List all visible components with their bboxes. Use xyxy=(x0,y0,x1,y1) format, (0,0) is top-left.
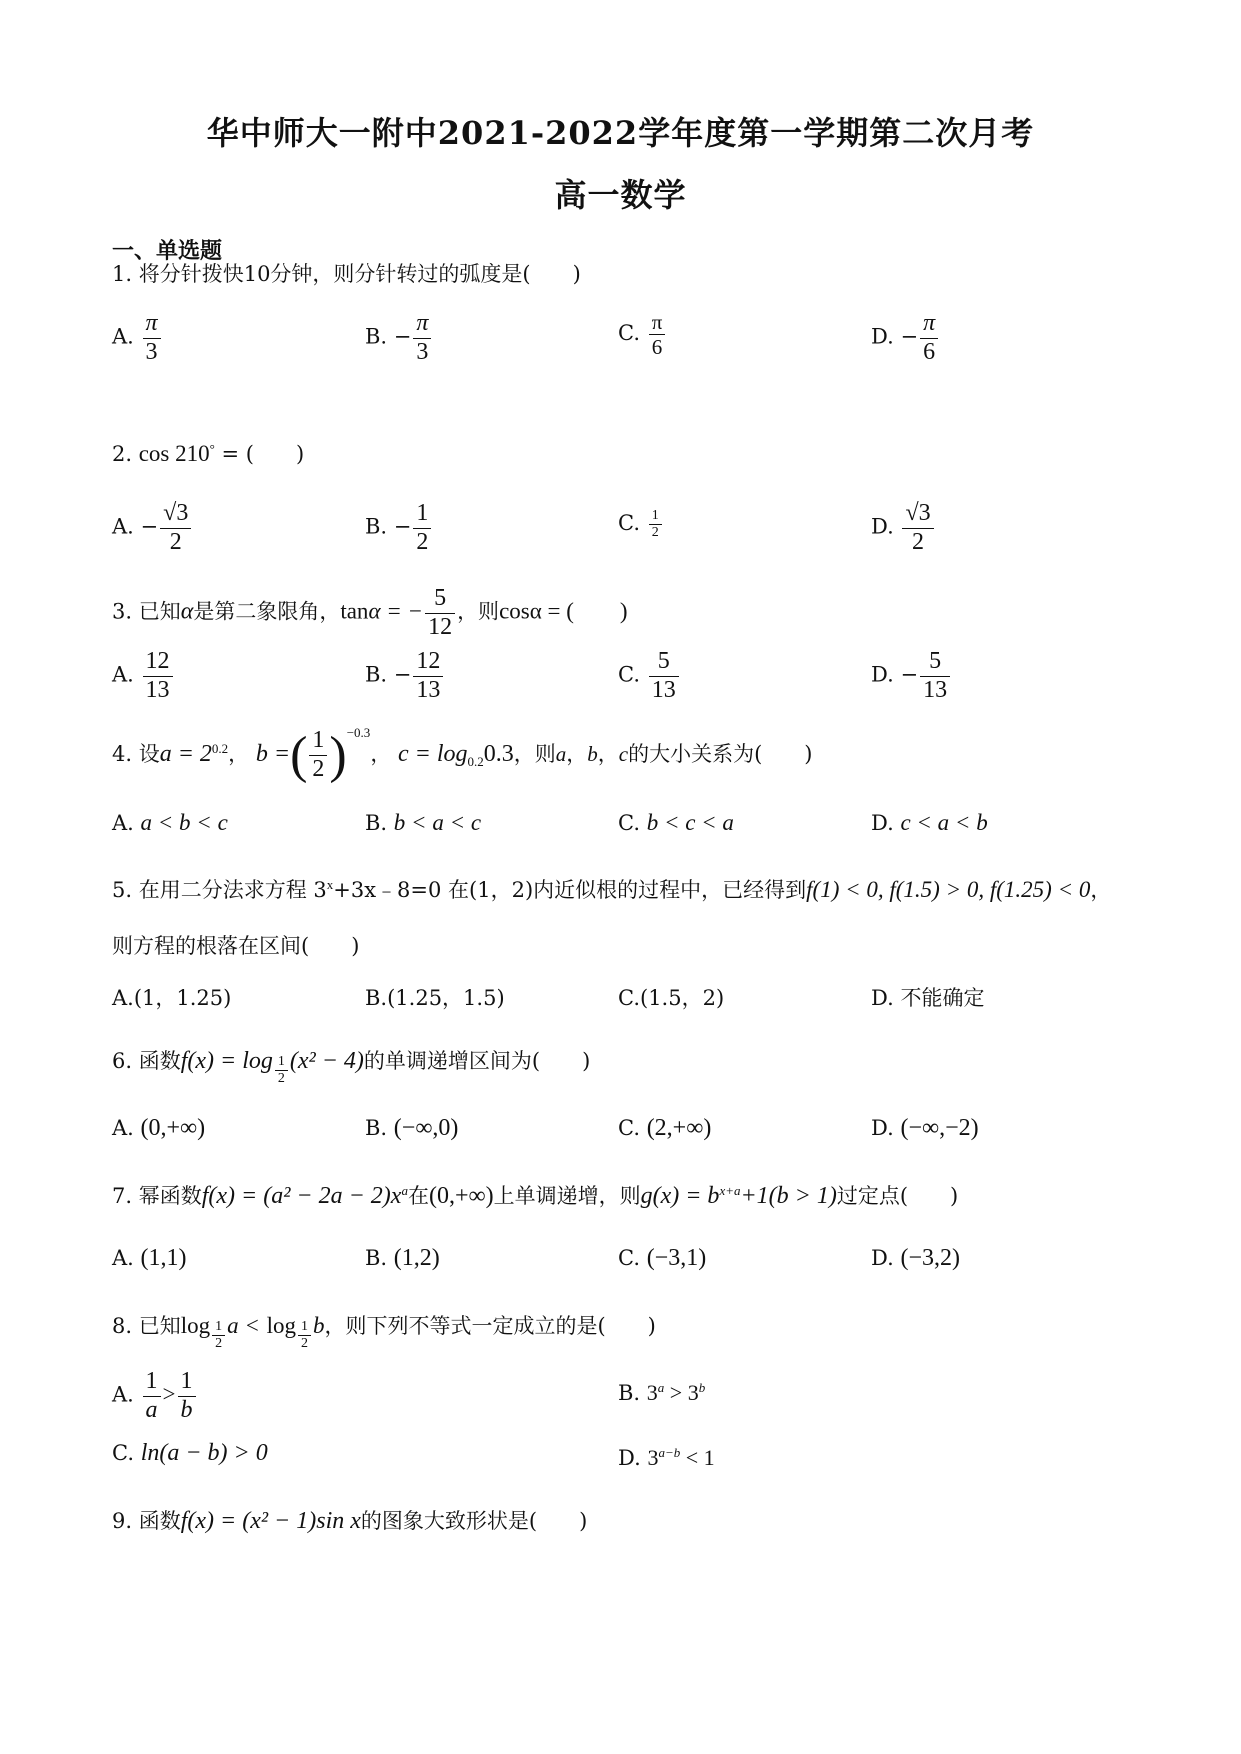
question-1-option-a: A. $\frac{\pi}{3}$ xyxy=(112,310,163,366)
question-1-option-c: C. $\frac{\pi}{6}$ xyxy=(618,310,667,359)
question-5-stem-line2: 则方程的根落在区间( ) xyxy=(112,934,360,958)
question-3-option-d: D. − $\frac{5}{13}$ xyxy=(871,648,952,704)
question-5-option-a: A.(1，1.25) xyxy=(112,986,232,1010)
question-9-stem: 9. 函数f(x) = (x² − 1)sin x的图象大致形状是( ) xyxy=(112,1508,588,1534)
exam-subject: 高一数学 xyxy=(554,176,687,214)
question-4-stem: 4. 设$a = 2^{0.2}$， b =( $\frac{1}{2}$ )$^{-0.3}$， $c = \log_{0.2}0.3$，则a，b，c的大小关系为( ) xyxy=(112,725,813,784)
exam-title: 华中师大一附中2021-2022学年度第一学期第二次月考 xyxy=(206,114,1035,152)
question-3-stem: 3. 已知α是第二象限角，tanα = − $\frac{5}{12}$ ，则cosα = ( ) xyxy=(112,585,628,640)
question-5-option-b: B.(1.25，1.5) xyxy=(365,986,505,1010)
question-1-option-d: D. − $\frac{\pi}{6}$ xyxy=(871,310,940,366)
question-2-option-a: A. − $\frac{√3}{2}$ xyxy=(112,500,193,556)
question-8-option-b: B. $3^a > 3^b$ xyxy=(618,1380,706,1405)
question-8-option-c: C. ln(a − b) > 0 xyxy=(112,1440,268,1466)
question-4-option-a: A. a < b < c xyxy=(112,810,228,835)
question-6-option-d: D. (−∞,−2) xyxy=(871,1115,979,1141)
question-2-option-b: B. − $\frac{1}{2}$ xyxy=(365,500,433,556)
question-1-stem: 1. 将分针拨快10分钟，则分针转过的弧度是( ) xyxy=(112,262,581,286)
section-heading: 一、单选题 xyxy=(112,238,223,264)
question-7-stem: 7. 幂函数$f(x) = (a^2 - 2a - 2)x^a$在(0,+∞)上单调递增，则$g(x) = b^{x+a}+1(b > 1)$过定点( ) xyxy=(112,1183,959,1209)
question-5-stem: 5. 在用二分法求方程 $3^x+3x﹣8=0$ 在(1，2)内近似根的过程中，已经得到f(1) < 0, f(1.5) > 0, f(1.25) < 0， xyxy=(112,877,1112,902)
question-6-option-c: C. (2,+∞) xyxy=(618,1115,712,1141)
question-8-stem: 8. 已知log $\frac{1}{2}$ a < log $\frac{1}{2}$ b，则下列不等式一定成立的是( ) xyxy=(112,1313,656,1351)
question-3-option-a: A. $\frac{12}{13}$ xyxy=(112,648,175,704)
question-5-option-d: D. 不能确定 xyxy=(871,986,985,1010)
question-6-stem: 6. 函数f(x) = log $\frac{1}{2}$ (x² − 4)的单调递增区间为( ) xyxy=(112,1048,591,1086)
question-2-option-c: C. $\frac{1}{2}$ xyxy=(618,508,664,541)
question-2-option-d: D. $\frac{√3}{2}$ xyxy=(871,500,936,556)
question-4-option-b: B. b < a < c xyxy=(365,810,482,835)
question-7-option-b: B. (1,2) xyxy=(365,1245,440,1271)
question-5-option-c: C.(1.5，2) xyxy=(618,986,725,1010)
question-7-option-a: A. (1,1) xyxy=(112,1245,187,1271)
question-8-option-a: A. $\frac{1}{a}$ > $\frac{1}{b}$ xyxy=(112,1368,198,1424)
question-3-option-c: C. $\frac{5}{13}$ xyxy=(618,648,681,704)
question-7-option-c: C. (−3,1) xyxy=(618,1245,707,1271)
question-8-option-d: D. $3^{a-b} < 1$ xyxy=(618,1445,715,1470)
question-6-option-a: A. (0,+∞) xyxy=(112,1115,206,1141)
question-7-option-d: D. (−3,2) xyxy=(871,1245,960,1271)
question-4-option-d: D. c < a < b xyxy=(871,810,988,835)
question-3-option-b: B. − $\frac{12}{13}$ xyxy=(365,648,445,704)
question-2-stem: 2. cos 210° = ( ) xyxy=(112,441,305,466)
question-1-option-b: B. − $\frac{\pi}{3}$ xyxy=(365,310,433,366)
question-4-option-c: C. b < c < a xyxy=(618,810,734,835)
question-6-option-b: B. (−∞,0) xyxy=(365,1115,459,1141)
